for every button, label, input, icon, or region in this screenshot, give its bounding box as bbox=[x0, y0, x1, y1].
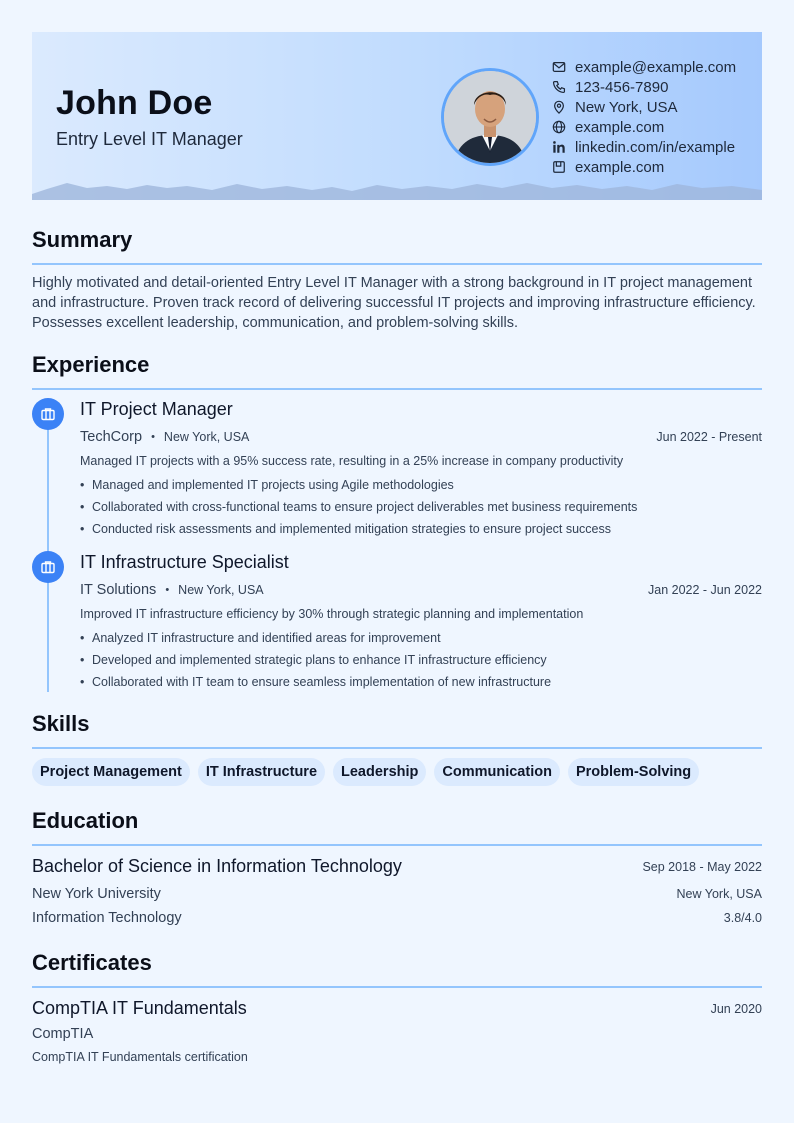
job-bullet: • Collaborated with IT team to ensure seamless implementation of new infrastructure bbox=[80, 673, 551, 695]
job-bullet: • Analyzed IT infrastructure and identified areas for improvement bbox=[80, 629, 551, 651]
contact-email-text: example@example.com bbox=[575, 58, 737, 76]
skills-section bbox=[32, 709, 762, 786]
job-company: IT Solutions bbox=[80, 582, 157, 598]
certificate-description: CompTIA IT Fundamentals certification bbox=[32, 1050, 248, 1064]
section-divider bbox=[32, 844, 762, 846]
skill-chip: Problem-Solving bbox=[568, 758, 699, 786]
education-dates: Sep 2018 - May 2022 bbox=[642, 860, 762, 874]
certificate-issuer-row bbox=[32, 1026, 762, 1050]
contact-list bbox=[552, 57, 736, 177]
job-role: IT Infrastructure Specialist bbox=[80, 552, 289, 572]
avatar bbox=[441, 68, 539, 166]
section-divider bbox=[32, 986, 762, 988]
certificates-heading: Certificates bbox=[32, 950, 152, 975]
job-bullet: • Managed and implemented IT projects using Agile methodologies bbox=[80, 476, 637, 498]
globe-icon bbox=[552, 120, 566, 134]
job-description: Improved IT infrastructure efficiency by 30% through strategic planning and implementation bbox=[80, 607, 584, 621]
job-entry bbox=[32, 551, 762, 691]
job-bullet-list bbox=[80, 476, 637, 542]
job-meta bbox=[80, 582, 264, 598]
education-field-row bbox=[32, 910, 762, 934]
job-location: New York, USA bbox=[163, 430, 250, 444]
summary-text bbox=[32, 273, 762, 333]
job-role: IT Project Manager bbox=[80, 399, 233, 419]
job-dates: Jun 2022 - Present bbox=[656, 430, 762, 444]
certificates-section bbox=[32, 948, 762, 1070]
education-section bbox=[32, 806, 762, 934]
skill-chip: Communication bbox=[434, 758, 560, 786]
education-heading: Education bbox=[32, 808, 139, 833]
contact-location bbox=[552, 97, 736, 117]
job-bullet-list bbox=[80, 629, 551, 695]
header-wave-decoration bbox=[32, 180, 762, 200]
certificate-date: Jun 2020 bbox=[710, 1002, 762, 1016]
phone-icon bbox=[552, 80, 566, 94]
education-field: Information Technology bbox=[32, 910, 182, 926]
job-bullet: • Collaborated with cross-functional teams to ensure project deliverables met business requirements bbox=[80, 498, 637, 520]
candidate-title: Entry Level IT Manager bbox=[56, 129, 243, 149]
contact-linkedin-text: linkedin.com/in/example bbox=[575, 138, 736, 156]
contact-website-text: example.com bbox=[575, 118, 665, 136]
job-meta bbox=[80, 429, 249, 445]
job-description: Managed IT projects with a 95% success rate, resulting in a 25% increase in company productivity bbox=[80, 454, 624, 468]
job-bullet: • Conducted risk assessments and implemented mitigation strategies to ensure project success bbox=[80, 520, 637, 542]
portfolio-icon bbox=[552, 160, 566, 174]
contact-phone[interactable] bbox=[552, 77, 736, 97]
map-pin-icon bbox=[552, 100, 566, 114]
education-degree-row bbox=[32, 856, 762, 886]
section-divider bbox=[32, 388, 762, 390]
section-divider bbox=[32, 263, 762, 265]
avatar-photo-icon bbox=[444, 71, 536, 163]
education-school-row bbox=[32, 886, 762, 910]
certificate-name: CompTIA IT Fundamentals bbox=[32, 998, 247, 1018]
skill-chip: IT Infrastructure bbox=[198, 758, 325, 786]
job-entry bbox=[32, 398, 762, 538]
summary-section bbox=[32, 225, 762, 333]
job-dates: Jan 2022 - Jun 2022 bbox=[648, 583, 762, 597]
separator-dot: • bbox=[165, 584, 170, 596]
education-gpa: 3.8/4.0 bbox=[723, 911, 762, 925]
mail-icon bbox=[552, 60, 566, 74]
section-divider bbox=[32, 747, 762, 749]
contact-location-text: New York, USA bbox=[575, 98, 678, 116]
contact-portfolio[interactable] bbox=[552, 157, 736, 177]
education-degree: Bachelor of Science in Information Technology bbox=[32, 856, 402, 876]
contact-website[interactable] bbox=[552, 117, 736, 137]
education-location: New York, USA bbox=[676, 887, 762, 901]
skills-chip-list bbox=[32, 758, 762, 786]
summary-line: Highly motivated and detail-oriented Entry Level IT Manager with a strong background in IT project management bbox=[32, 275, 753, 291]
skill-chip: Project Management bbox=[32, 758, 190, 786]
separator-dot: • bbox=[151, 431, 155, 443]
contact-portfolio-text: example.com bbox=[575, 158, 665, 176]
contact-phone-text: 123-456-7890 bbox=[575, 78, 669, 96]
linkedin-icon bbox=[552, 140, 566, 154]
certificate-description-row bbox=[32, 1050, 762, 1070]
job-location: New York, USA bbox=[178, 583, 264, 597]
skills-heading: Skills bbox=[32, 711, 90, 736]
skill-chip: Leadership bbox=[333, 758, 426, 786]
summary-line: Possesses excellent leadership, communication, and problem-solving skills. bbox=[32, 315, 518, 331]
job-company: TechCorp bbox=[80, 429, 143, 445]
experience-heading: Experience bbox=[32, 352, 150, 377]
contact-email[interactable] bbox=[552, 57, 736, 77]
summary-line: and infrastructure. Proven track record of delivering successful IT projects and improving infrastructure efficiency. bbox=[32, 295, 756, 311]
resume-header bbox=[32, 32, 762, 200]
summary-heading: Summary bbox=[32, 227, 133, 252]
job-bullet: • Developed and implemented strategic plans to enhance IT infrastructure efficiency bbox=[80, 651, 551, 673]
certificate-issuer: CompTIA bbox=[32, 1026, 94, 1042]
candidate-name: John Doe bbox=[56, 84, 213, 122]
experience-section bbox=[32, 350, 762, 695]
contact-linkedin[interactable] bbox=[552, 137, 736, 157]
education-school: New York University bbox=[32, 886, 161, 902]
briefcase-icon bbox=[32, 398, 64, 430]
certificate-name-row bbox=[32, 998, 762, 1026]
briefcase-icon bbox=[32, 551, 64, 583]
